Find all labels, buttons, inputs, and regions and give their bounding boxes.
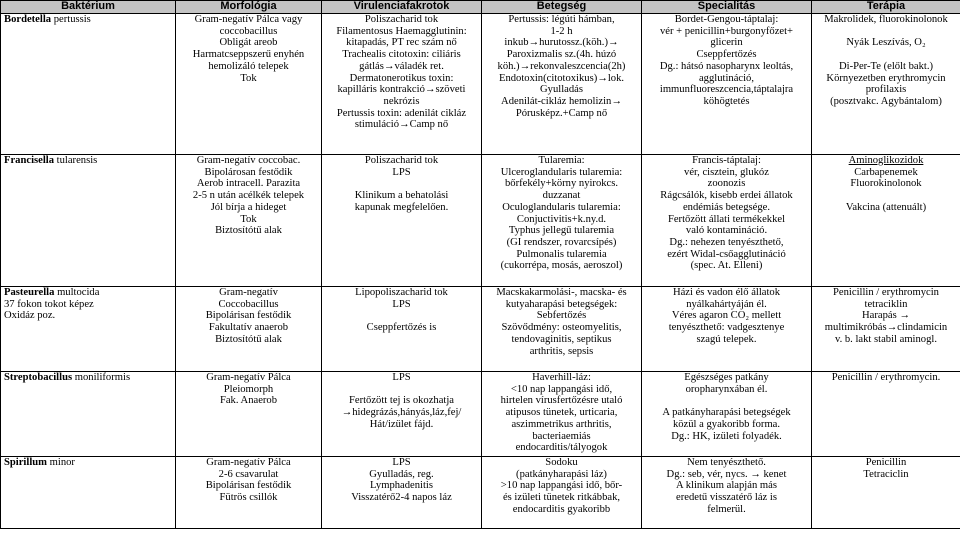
cell-line: Adenilát-cikláz hemolizin→ bbox=[501, 95, 622, 107]
cell-line: aszimmetrikus arthritis, bbox=[511, 418, 612, 430]
species-text: tularensis bbox=[54, 155, 98, 166]
cell-line: Környezetben erythromycin bbox=[826, 72, 946, 84]
cell-line: bacteriaemiás bbox=[532, 430, 591, 442]
cell-line: Penicillin bbox=[865, 457, 907, 468]
cell-line: A patkányharapási betegségek bbox=[662, 407, 791, 419]
header-bacterium: Baktérium bbox=[1, 1, 176, 14]
cell-line: kitapadás, PT rec szám nő bbox=[346, 37, 457, 49]
cell-line: Conjuctivitis+k.ny.d. bbox=[516, 213, 607, 225]
morphology-cell bbox=[176, 457, 322, 529]
cell-line: Pulmonalis tularemia bbox=[516, 248, 607, 260]
disease-cell bbox=[482, 155, 642, 287]
cell-line: Fütrös csillók bbox=[219, 492, 278, 504]
cell-line: endocarditis/tályogok bbox=[515, 442, 608, 454]
cell-line: Visszatérő2-4 napos láz bbox=[351, 492, 452, 504]
table-row bbox=[1, 155, 960, 287]
genus-name: Spirillum bbox=[4, 457, 47, 468]
cell-line: A klinikum alapján más bbox=[676, 480, 777, 492]
cell-line: Dg.: hátsó nasopharynx leoltás, bbox=[659, 60, 794, 72]
header-row bbox=[1, 1, 960, 14]
cell-line: >10 nap lappangási idő, bőr- bbox=[500, 480, 623, 492]
species-text: pertussis bbox=[51, 14, 91, 25]
cell-line: szagú telepek. bbox=[696, 333, 757, 345]
header-specialty: Specialitás bbox=[642, 1, 812, 14]
cell-line: Francis-táptalaj: bbox=[692, 155, 761, 166]
cell-line: Poliszacharid tok bbox=[364, 155, 439, 166]
cell-line: Dg.: nehezen tenyészthető, bbox=[669, 236, 784, 248]
cell-line bbox=[323, 384, 480, 396]
cell-line: Nem tenyészthető. bbox=[687, 457, 766, 468]
cell-line: Bordet-Gengou-táptalaj: bbox=[674, 14, 779, 25]
cell-line: <10 nap lappangási idő, bbox=[510, 383, 613, 395]
genus-name: Bordetella bbox=[4, 14, 52, 25]
cell-line: vér, cisztein, glukóz bbox=[684, 166, 769, 178]
cell-line: hirtelen vírusfertőzésre utaló bbox=[500, 395, 623, 407]
virulence-cell bbox=[322, 155, 482, 287]
therapy-cell bbox=[812, 14, 960, 155]
specialty-cell bbox=[642, 457, 812, 529]
cell-line: (patkányharapási láz) bbox=[516, 468, 607, 480]
cell-line: Fakultatív anaerob bbox=[208, 322, 289, 334]
cell-line: Bipolárosan festődik bbox=[204, 166, 293, 178]
cell-line: Poliszacharid tok bbox=[364, 14, 439, 25]
therapy-cell bbox=[812, 155, 960, 287]
cell-line: (cukorrépa, mosás, aeroszol) bbox=[500, 260, 623, 272]
morphology-cell bbox=[176, 287, 322, 372]
cell-line: Dg.: HK, izületi folyadék. bbox=[671, 430, 782, 442]
cell-line: arthritis, sepsis bbox=[529, 345, 594, 357]
cell-line: Cseppfertőzés bbox=[696, 49, 757, 61]
header-disease: Betegség bbox=[482, 1, 642, 14]
cell-line: profilaxis bbox=[865, 84, 907, 96]
cell-line: Haverhill-láz: bbox=[532, 372, 591, 383]
cell-line: inkub→hurutossz.(köh.)→ bbox=[504, 37, 619, 49]
cell-line: Tetraciclin bbox=[863, 468, 909, 480]
cell-line: Nyák Leszívás, O₂ bbox=[846, 37, 926, 49]
morphology-cell bbox=[176, 14, 322, 155]
cell-line: glicerin bbox=[710, 37, 743, 49]
cell-line: Biztosítótű alak bbox=[215, 225, 282, 237]
cell-line: LPS bbox=[392, 457, 411, 468]
morphology-cell bbox=[176, 155, 322, 287]
cell-line: való kontamináció. bbox=[685, 225, 768, 237]
cell-line: atipusos tünetek, urticaria, bbox=[505, 407, 618, 419]
morphology-cell bbox=[176, 372, 322, 457]
cell-line: LPS bbox=[392, 372, 411, 383]
cell-line: Házi és vadon élő állatok bbox=[672, 287, 781, 298]
cell-line: nekrózis bbox=[383, 95, 420, 107]
cell-line: Lymphadenitis bbox=[370, 480, 433, 492]
cell-line: bőrfekély+körny nyirokcs. bbox=[504, 178, 619, 190]
cell-line: Bipolárisan festődik bbox=[205, 480, 292, 492]
therapy-cell bbox=[812, 287, 960, 372]
bacterium-line bbox=[4, 457, 174, 469]
header-virulence: Virulenciafakrotok bbox=[322, 1, 482, 14]
disease-cell bbox=[482, 14, 642, 155]
therapy-cell bbox=[812, 457, 960, 529]
cell-line: Pertussis toxin: adenilát cikláz bbox=[336, 107, 467, 119]
bacterium-cell bbox=[1, 14, 176, 155]
genus-name: Streptobacillus bbox=[4, 372, 73, 383]
cell-line: eredetű visszatérő láz is bbox=[676, 492, 777, 504]
cell-line: Tok bbox=[240, 213, 257, 225]
cell-line: immunfluoreszcencia,táptalajra bbox=[659, 84, 794, 96]
cell-line: Typhus jellegű tularemia bbox=[508, 225, 615, 237]
bacterium-cell bbox=[1, 155, 176, 287]
cell-line: Sodoku bbox=[545, 457, 578, 468]
table-row bbox=[1, 287, 960, 372]
cell-line: endocarditis gyakoribb bbox=[512, 503, 611, 515]
virulence-cell bbox=[322, 14, 482, 155]
specialty-cell bbox=[642, 287, 812, 372]
cell-line: Sebfertőzés bbox=[536, 310, 587, 322]
virulence-cell bbox=[322, 287, 482, 372]
cell-line bbox=[643, 395, 810, 407]
cell-line: Fluorokinolonok bbox=[850, 178, 922, 190]
table-row bbox=[1, 457, 960, 529]
cell-line: Coccobacillus bbox=[218, 298, 279, 310]
cell-line: Ulceroglandularis tularemia: bbox=[500, 166, 623, 178]
cell-line: Harmatcseppszerű enyhén bbox=[192, 49, 305, 61]
cell-line: gátlás→váladék ret. bbox=[359, 60, 444, 72]
species-text: Oxidáz poz. bbox=[4, 310, 56, 322]
cell-line: (posztvakc. Agybántalom) bbox=[830, 95, 942, 107]
cell-line: 1-2 h bbox=[550, 25, 573, 37]
cell-line: oropharynxában él. bbox=[685, 383, 768, 395]
cell-line: vér + penicillin+burgonyfőzet+ bbox=[659, 25, 794, 37]
cell-line: endémiás betegsége. bbox=[682, 201, 771, 213]
cell-line: Szövődmény: osteomyelitis, bbox=[501, 322, 622, 334]
cell-line: Biztosítótű alak bbox=[215, 333, 282, 345]
cell-line: Gyulladás, reg. bbox=[369, 468, 434, 480]
cell-line: zoonozis bbox=[707, 178, 746, 190]
cell-line: felmerül. bbox=[707, 503, 746, 515]
cell-line: Bipolárisan festődik bbox=[205, 310, 292, 322]
cell-line: tenyészthető: vadgesztenye bbox=[668, 322, 785, 334]
genus-name: Pasteurella bbox=[4, 287, 55, 298]
cell-line: Gram-negatív coccobac. bbox=[196, 155, 301, 166]
cell-line bbox=[323, 310, 480, 322]
header-morphology: Morfológia bbox=[176, 1, 322, 14]
species-text: multocida bbox=[54, 287, 100, 298]
cell-line: Rágcsálók, kisebb erdei állatok bbox=[660, 190, 793, 202]
cell-line: Pleiomorph bbox=[223, 383, 274, 395]
cell-line: Harapás → bbox=[862, 310, 910, 322]
cell-line bbox=[813, 190, 959, 202]
species-text: minor bbox=[46, 457, 75, 468]
cell-line: coccobacillus bbox=[219, 25, 278, 37]
specialty-cell bbox=[642, 155, 812, 287]
cell-line: 2-6 csavarulat bbox=[218, 468, 279, 480]
cell-line: Macskakarmolási-, macska- és bbox=[496, 287, 627, 298]
cell-line: Dg.: seb, vér, nycs. → kenet bbox=[666, 468, 787, 480]
cell-line: agglutináció, bbox=[698, 72, 754, 84]
disease-cell bbox=[482, 372, 642, 457]
cell-line: Makrolidek, fluorokinolonok bbox=[824, 14, 948, 25]
cell-line: Aerob intracell. Parazita bbox=[196, 178, 301, 190]
cell-line: Gram-negatív bbox=[219, 287, 278, 298]
cell-line: Pertussis: légúti hámban, bbox=[508, 14, 615, 25]
bacterium-cell bbox=[1, 372, 176, 457]
cell-line: (GI rendszer, rovarcsípés) bbox=[506, 236, 617, 248]
virulence-cell bbox=[322, 372, 482, 457]
cell-line: Di-Per-Te (előlt bakt.) bbox=[838, 60, 934, 72]
cell-line: Fak. Anaerob bbox=[219, 395, 278, 407]
cell-line: Lipopoliszacharid tok bbox=[355, 287, 448, 298]
cell-line: LPS bbox=[392, 298, 411, 310]
cell-line: →hidegrázás,hányás,láz,fej/ bbox=[341, 407, 462, 419]
cell-line: Obligát areob bbox=[219, 37, 278, 49]
cell-line: Penicillin / erythromycin bbox=[833, 287, 939, 298]
cell-line bbox=[323, 178, 480, 190]
cell-line: Tularemia: bbox=[538, 155, 585, 166]
bacterium-line bbox=[4, 155, 174, 167]
table-row bbox=[1, 14, 960, 155]
bacterium-cell bbox=[1, 287, 176, 372]
species-text: 37 fokon tokot képez bbox=[4, 298, 94, 310]
disease-cell bbox=[482, 457, 642, 529]
cell-line: Filamentosus Haemagglutinin: bbox=[336, 25, 467, 37]
cell-line: Jól bírja a hideget bbox=[210, 201, 287, 213]
virulence-cell bbox=[322, 457, 482, 529]
cell-line: közül a gyakoribb forma. bbox=[672, 418, 781, 430]
bacterium-line bbox=[4, 299, 174, 311]
cell-line: Oculoglandularis tularemia: bbox=[502, 201, 621, 213]
cell-line: Fertőzött tej is okozhatja bbox=[348, 395, 455, 407]
cell-line: nyálkahártyáján él. bbox=[686, 298, 767, 310]
table-body bbox=[1, 14, 960, 529]
specialty-cell bbox=[642, 372, 812, 457]
cell-line: Cseppfertőzés is bbox=[366, 322, 437, 334]
cell-line: 2-5 n után acélkék telepek bbox=[192, 190, 305, 202]
specialty-cell bbox=[642, 14, 812, 155]
cell-line bbox=[813, 49, 959, 61]
header-therapy: Terápia bbox=[812, 1, 960, 14]
disease-cell bbox=[482, 287, 642, 372]
cell-line: Egészséges patkány bbox=[684, 372, 769, 383]
cell-line: Klinikum a behatolási bbox=[354, 190, 449, 202]
cell-line: Penicillin / erythromycin. bbox=[831, 372, 941, 383]
bacterium-line bbox=[4, 287, 174, 299]
species-text: moniliformis bbox=[72, 372, 131, 383]
bacterium-cell bbox=[1, 457, 176, 529]
cell-line: Hát/izület fájd. bbox=[369, 418, 434, 430]
cell-line: (spec. At. Elleni) bbox=[690, 260, 763, 272]
cell-line: köhögtetés bbox=[703, 95, 750, 107]
cell-line: tendovaginitis, septikus bbox=[511, 333, 612, 345]
cell-line: Carbapenemek bbox=[854, 166, 918, 178]
cell-line: LPS bbox=[392, 166, 411, 178]
cell-line: Gram-negatív Pálca vagy bbox=[194, 14, 303, 25]
cell-line: kapilláris kontrakció→szöveti bbox=[337, 84, 466, 96]
bacterium-line bbox=[4, 310, 174, 322]
cell-line: köh.)→rekonvaleszcencia(2h) bbox=[497, 60, 626, 72]
cell-line: Fertőzött állati termékekkel bbox=[667, 213, 786, 225]
cell-line: Pórusképz.+Camp nő bbox=[515, 107, 608, 119]
cell-line: kapunak megfelelően. bbox=[354, 201, 449, 213]
cell-line: v. b. lakt stabil aminogl. bbox=[834, 333, 937, 345]
cell-line: Tok bbox=[240, 72, 257, 84]
cell-line: tetraciklin bbox=[864, 298, 908, 310]
cell-line: ezért Widal-csőagglutináció bbox=[667, 248, 786, 260]
bacterium-line bbox=[4, 372, 174, 384]
cell-line: Paroxizmalis sz.(4h. húzó bbox=[506, 49, 617, 61]
cell-line: Trachealis citotoxin: ciliáris bbox=[342, 49, 461, 61]
cell-line bbox=[813, 26, 959, 38]
bacterium-line bbox=[4, 14, 174, 26]
cell-line: Dermatonerotikus toxin: bbox=[349, 72, 454, 84]
therapy-cell bbox=[812, 372, 960, 457]
genus-name: Francisella bbox=[4, 155, 55, 166]
cell-line: Gyulladás bbox=[540, 84, 583, 96]
table-row bbox=[1, 372, 960, 457]
cell-line: duzzanat bbox=[542, 190, 581, 202]
cell-line: kutyaharapási betegségek: bbox=[505, 298, 618, 310]
cell-line: Endotoxin(citotoxikus)→lok. bbox=[498, 72, 625, 84]
cell-line: Gram-negatív Pálca bbox=[206, 372, 291, 383]
cell-line: stimuláció→Camp nő bbox=[354, 119, 449, 131]
cell-line: Aminoglikozidok bbox=[848, 155, 924, 166]
cell-line: Gram-negatív Pálca bbox=[206, 457, 291, 468]
cell-line: multimikróbás→clindamicin bbox=[824, 322, 948, 334]
cell-line: és izületi tünetek ritkábbak, bbox=[502, 492, 621, 504]
cell-line: Véres agaron CO₂ mellett bbox=[671, 310, 782, 322]
cell-line: hemolizáló telepek bbox=[208, 60, 289, 72]
cell-line: Vakcina (attenuált) bbox=[845, 201, 927, 213]
